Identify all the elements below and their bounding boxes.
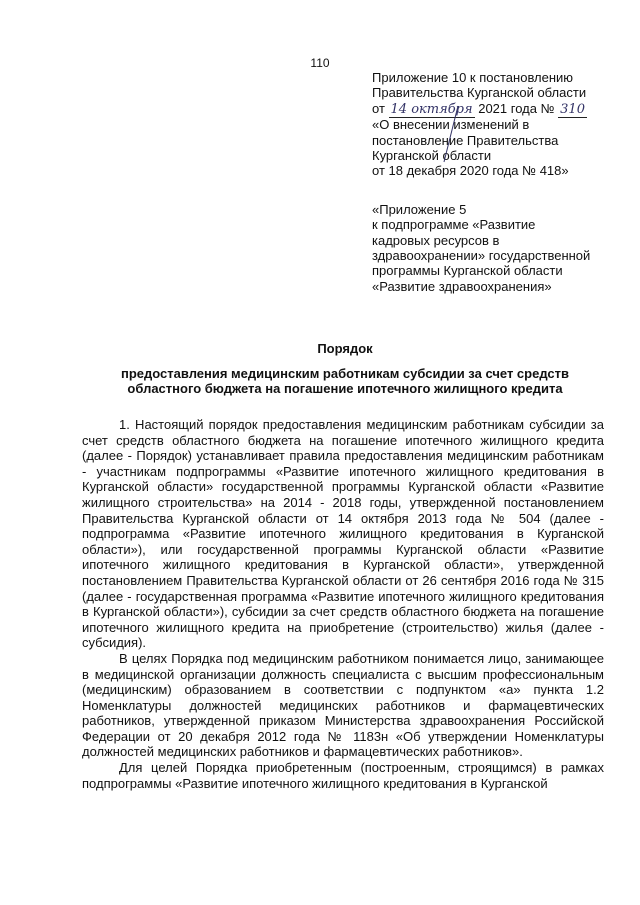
title-subtitle: предоставления медицинским работникам субсидии за счет средств	[121, 365, 569, 381]
handwritten-date: 14 октября	[390, 101, 473, 117]
page-number: 110	[310, 56, 330, 70]
annex-line: «О внесении изменений в	[372, 117, 530, 133]
annex-line: программы Курганской области	[372, 263, 563, 279]
body-paragraph: В целях Порядка под медицинским работником понимается лицо, занимающее в медицинской организации должность специалиста с высшим профессиональным (медицинским) образованием в соответствии с подпунктом «а» пункта 1.2 Номенклатуры должностей медицинских работников и фармацевтических работников, утвержденной приказом Министерства здравоохранения Российской Федерации от 20 декабря 2012 года № 1183н «Об утверждении Номенклатуры должностей медицинских работников и фармацевтических работников».	[82, 650, 604, 760]
annex-line: постановление Правительства	[372, 132, 559, 148]
annex-line: «Приложение 5	[372, 201, 467, 217]
date-year: 2021 года №	[478, 100, 555, 116]
annex-line: здравоохранении» государственной	[372, 248, 591, 264]
body-paragraph: 1. Настоящий порядок предоставления медицинским работникам субсидии за счет средств областного бюджета на погашение ипотечного жилищного кредита (далее - Порядок) устанавливает правила предоставления медицинским работникам - участникам подпрограммы «Развитие ипотечного жилищного кредитования в Курганской области» государственной программы Курганской области «Развитие жилищного строительства» на 2014 - 2018 годы, утвержденной постановлением Правительства Курганской области от 14 октября 2013 года № 504 (далее - подпрограмма «Развитие ипотечного жилищного кредитования в Курганской области»), или государственной программы Курганской области «Развитие ипотечного жилищного кредитования в Курганской области», утвержденной постановлением Правительства Курганской области от 26 сентября 2016 года № 315 (далее - государственная программа «Развитие ипотечного жилищного кредитования в Курганской области»), субсидии за счет средств областного бюджета на погашение ипотечного жилищного кредита на приобретение (строительство) жилья (далее - субсидия).	[82, 417, 604, 651]
annex-line: Правительства Курганской области	[372, 85, 587, 101]
annex-line: от 18 декабря 2020 года № 418»	[372, 163, 569, 179]
title-heading: Порядок	[317, 341, 373, 356]
annex-line: кадровых ресурсов в	[372, 232, 500, 248]
annex-line: к подпрограмме «Развитие	[372, 217, 536, 233]
body-paragraph: Для целей Порядка приобретенным (построенным, строящимся) в рамках подпрограммы «Развитие ипотечного жилищного кредитования в Курганской	[82, 760, 604, 791]
title-subtitle: областного бюджета на погашение ипотечного жилищного кредита	[127, 381, 563, 396]
document-body	[82, 417, 604, 791]
annex-line: Приложение 10 к постановлению	[372, 70, 574, 85]
date-prefix: от	[372, 100, 385, 116]
document-title	[80, 341, 610, 397]
annex-line: Курганской области	[372, 148, 492, 164]
annex-line: «Развитие здравоохранения»	[372, 278, 552, 294]
handwritten-number: 310	[560, 101, 585, 117]
